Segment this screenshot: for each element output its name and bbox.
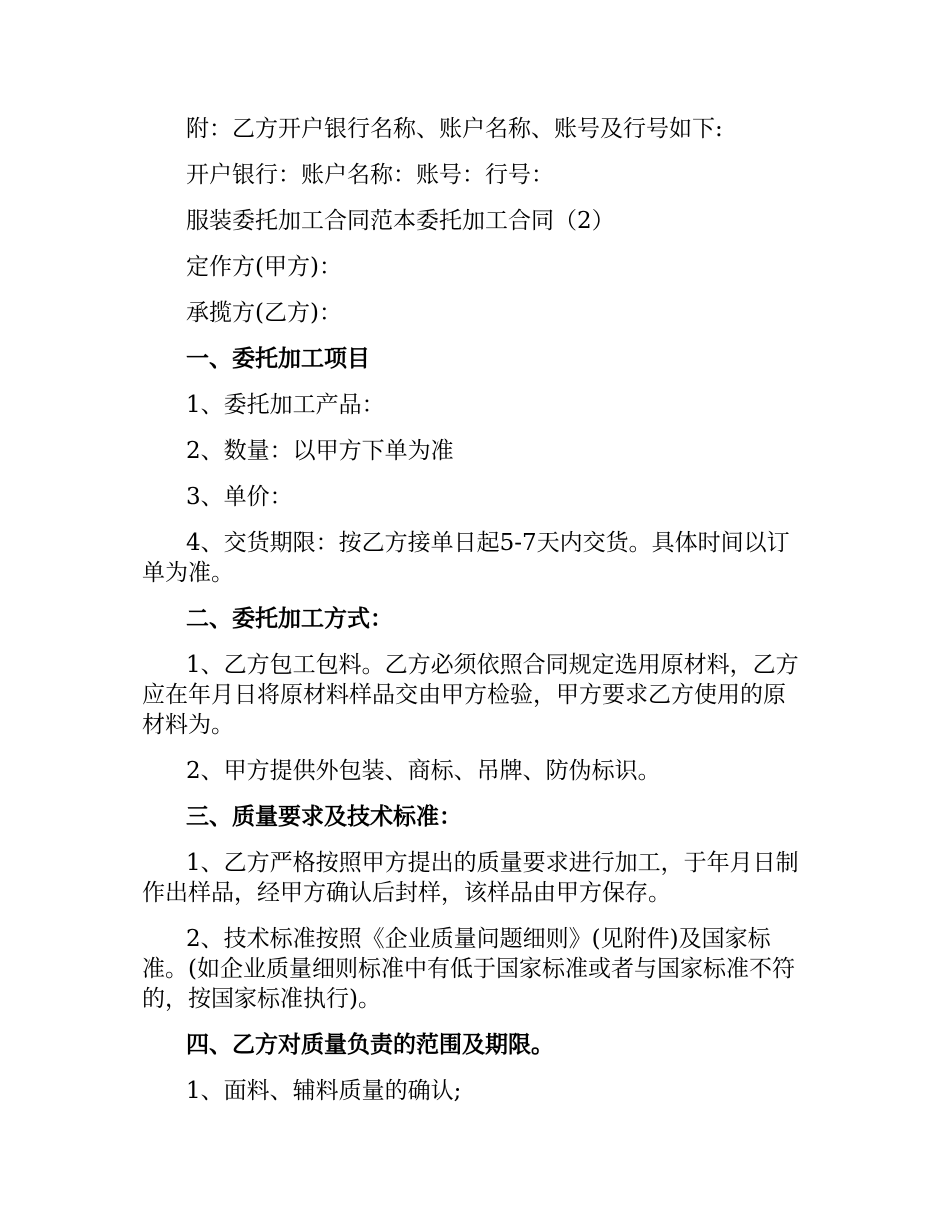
party-a-line: 定作方(甲方)： [186,254,342,280]
clause-1-2: 2、数量：以甲方下单为准 [186,438,454,464]
section-heading-2: 二、委托加工方式： [186,605,393,632]
clause-2-1: 1、乙方包工包料。乙方必须依照合同规定选用原材料，乙方应在年月日将原材料样品交由甲方检验，甲方要求乙方使用的原材料为。 [142,652,799,738]
clause-1-3: 3、单价： [186,484,293,510]
party-b-line: 承揽方(乙方)： [186,300,342,326]
clause-4-1: 1、面料、辅料质量的确认; [186,1078,462,1104]
clause-1-4: 4、交货期限：按乙方接单日起5-7天内交货。具体时间以订单为准。 [142,530,790,586]
section-heading-1: 一、委托加工项目 [186,345,370,372]
bank-info-fields: 开户银行：账户名称：账号：行号： [186,162,554,188]
clause-3-2: 2、技术标准按照《企业质量问题细则》(见附件)及国家标准。(如企业质量细则标准中有低于国家标准或者与国家标准不符的，按国家标准执行)。 [142,926,795,1012]
clause-1-1: 1、委托加工产品： [186,392,385,418]
contract-title: 服装委托加工合同范本委托加工合同（2） [186,208,615,234]
section-heading-4: 四、乙方对质量负责的范围及期限。 [186,1031,554,1058]
clause-2-2: 2、甲方提供外包装、商标、吊牌、防伪标识。 [186,758,661,784]
section-heading-3: 三、质量要求及技术标准： [186,803,462,830]
bank-info-note: 附：乙方开户银行名称、账户名称、账号及行号如下: [186,116,723,142]
clause-3-1: 1、乙方严格按照甲方提出的质量要求进行加工，于年月日制作出样品，经甲方确认后封样，该样品由甲方保存。 [142,850,799,906]
